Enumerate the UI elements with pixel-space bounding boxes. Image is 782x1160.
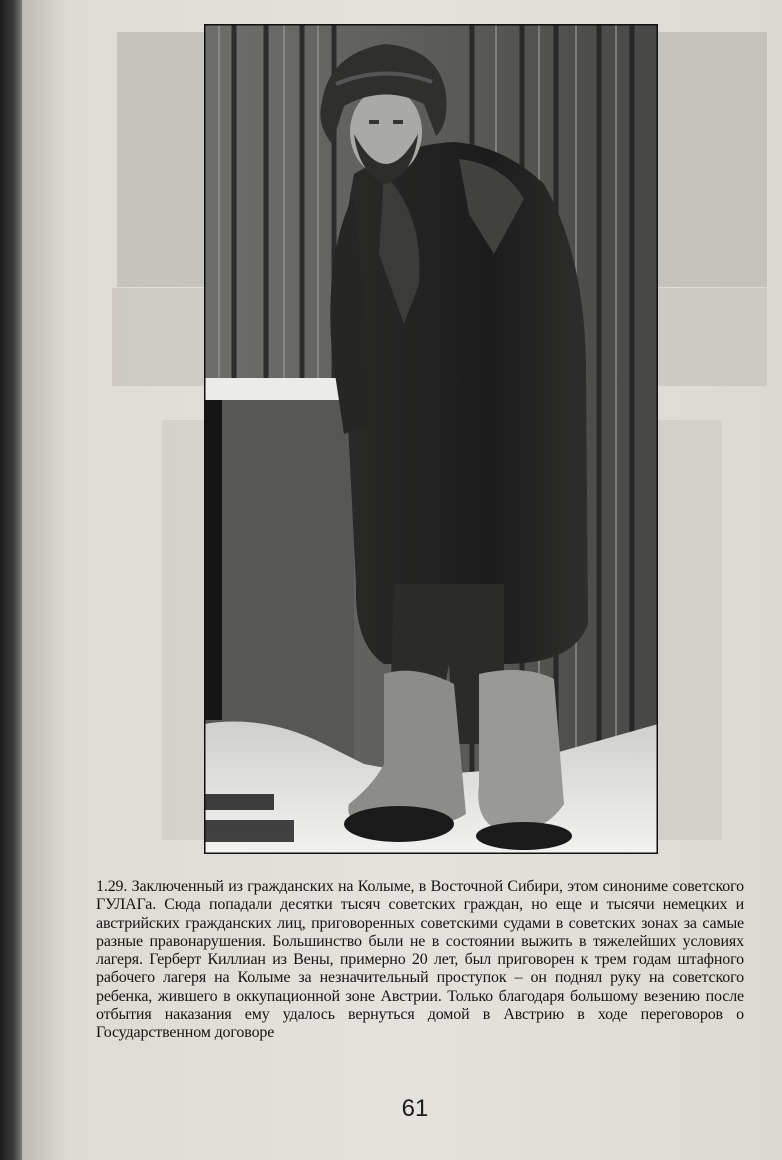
photo-caption: 1.29. Заключенный из гражданских на Колыме, в Восточной Сибири, этом синониме советского ГУЛАГа. Сюда попадали десятки тысяч советских граждан, но еще и тысячи немецких и австрийских гражданских лиц, приговоренных советскими судами в советских зонах за самые разные правонарушения. Большинство были не в состоянии выжить в тяжелейших условиях лагеря. Герберт Киллиан из Вены, примерно 20 лет, был приговорен к трем годам штафного рабочего лагеря на Колыме за незначительный проступок – он поднял руку на советского ребенка, жившего в оккупационной зоне Австрии. Только благодаря большому везению после отбытия наказания ему удалось вернуться домой в Австрию в ходе переговоров о Государственном договоре: [96, 878, 744, 1042]
book-spine: [0, 0, 24, 1160]
page-number: 61: [401, 1095, 429, 1122]
photo-illustration: [204, 24, 658, 854]
prisoner-photo: [204, 24, 658, 854]
